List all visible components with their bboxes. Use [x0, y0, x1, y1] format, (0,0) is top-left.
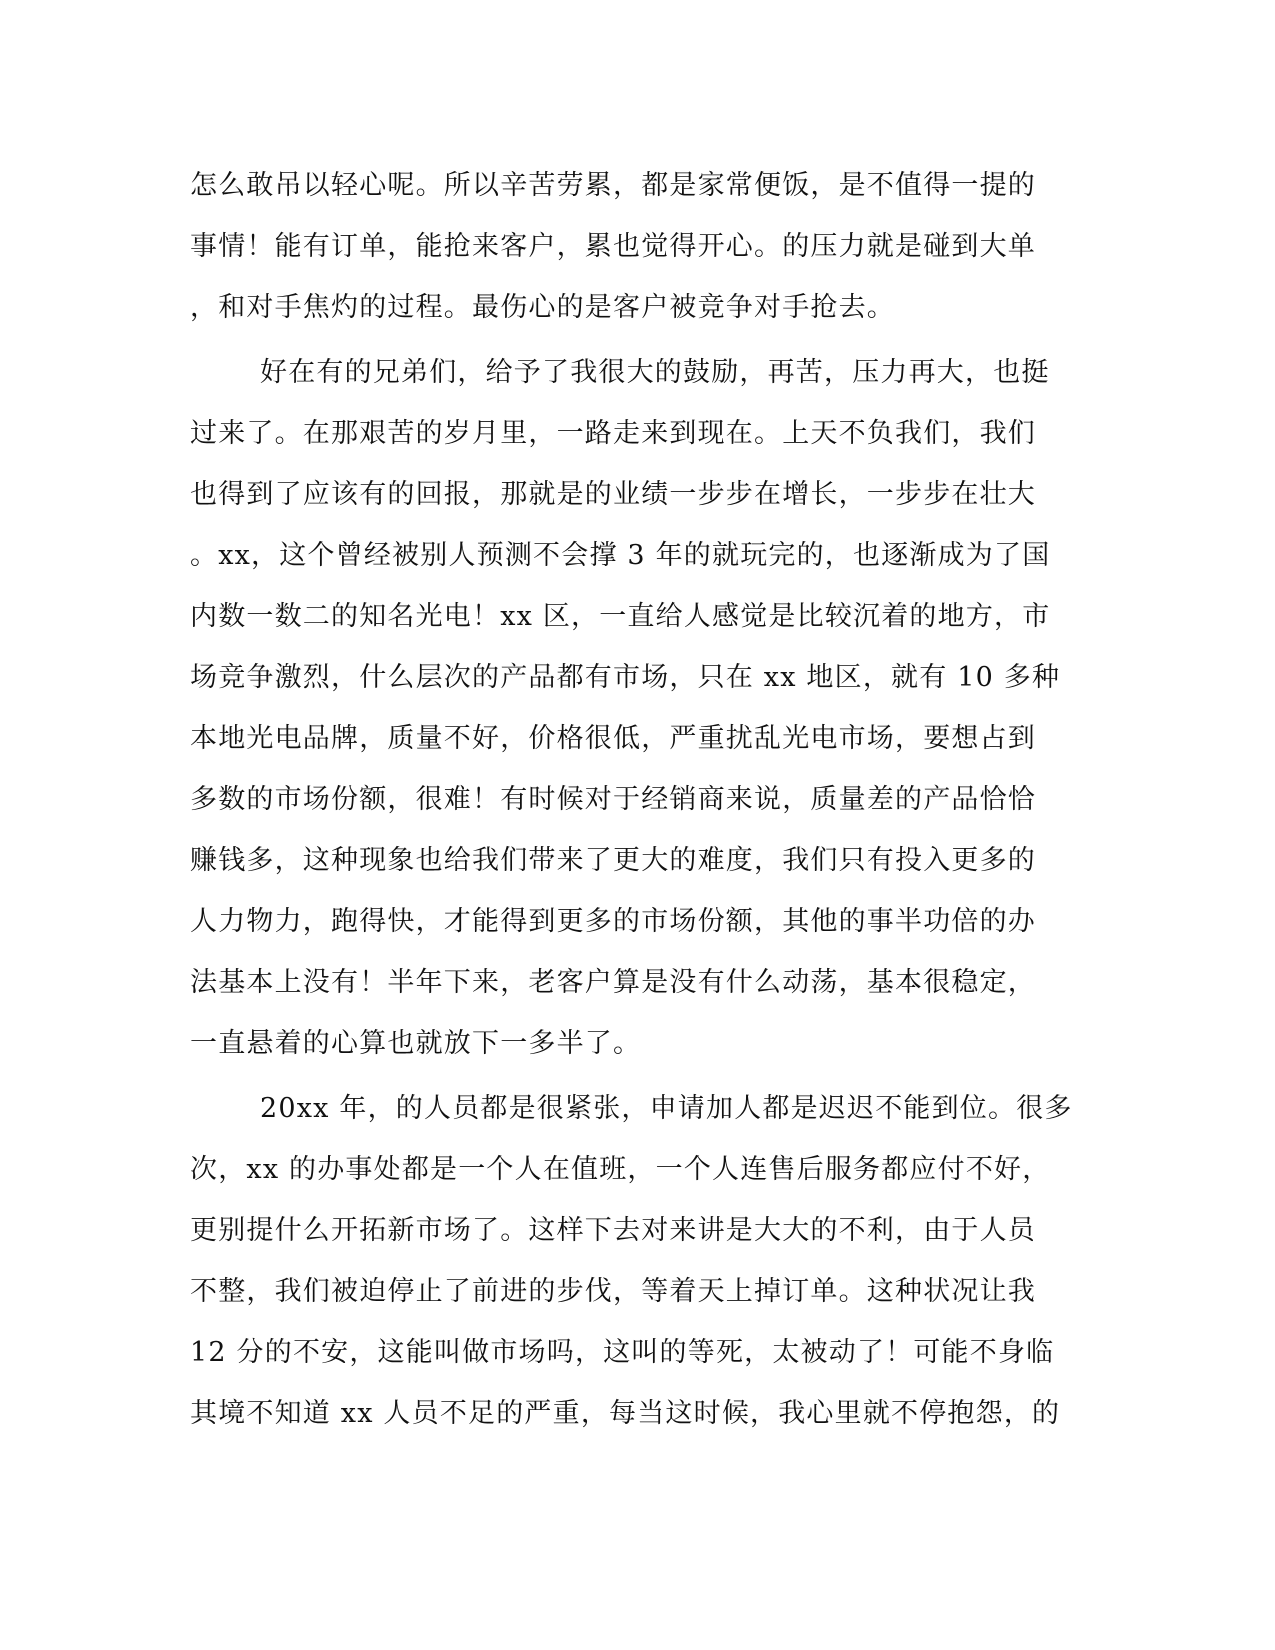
text-line: 多数的市场份额，很难！有时候对于经销商来说，质量差的产品恰恰: [190, 784, 1036, 815]
text-line: 场竞争激烈，什么层次的产品都有市场，只在 xx 地区，就有 10 多种: [190, 662, 1061, 693]
text-line: 。xx，这个曾经被别人预测不会撑 3 年的就玩完的，也逐渐成为了国: [190, 540, 1051, 571]
text-line: 内数一数二的知名光电！xx 区，一直给人感觉是比较沉着的地方，市: [190, 601, 1051, 632]
text-line: 12 分的不安，这能叫做市场吗，这叫的等死，太被动了！可能不身临: [190, 1337, 1055, 1368]
text-line: 好在有的兄弟们，给予了我很大的鼓励，再苦，压力再大，也挺: [260, 357, 1050, 388]
text-line: 赚钱多，这种现象也给我们带来了更大的难度，我们只有投入更多的: [190, 845, 1036, 876]
text-line: 更别提什么开拓新市场了。这样下去对来讲是大大的不利，由于人员: [190, 1215, 1036, 1246]
text-line: 其境不知道 xx 人员不足的严重，每当这时候，我心里就不停抱怨，的: [190, 1398, 1061, 1429]
text-line: 怎么敢吊以轻心呢。所以辛苦劳累，都是家常便饭，是不值得一提的: [190, 170, 1036, 201]
text-line: 次，xx 的办事处都是一个人在值班，一个人连售后服务都应付不好，: [190, 1154, 1051, 1185]
text-line: 也得到了应该有的回报，那就是的业绩一步步在增长，一步步在壮大: [190, 479, 1036, 510]
text-line: 人力物力，跑得快，才能得到更多的市场份额，其他的事半功倍的办: [190, 906, 1036, 937]
text-line: 一直悬着的心算也就放下一多半了。: [190, 1028, 642, 1059]
text-line: 过来了。在那艰苦的岁月里，一路走来到现在。上天不负我们，我们: [190, 418, 1036, 449]
text-line: 事情！能有订单，能抢来客户，累也觉得开心。的压力就是碰到大单: [190, 231, 1036, 262]
text-line: 不整，我们被迫停止了前进的步伐，等着天上掉订单。这种状况让我: [190, 1276, 1036, 1307]
text-line: 本地光电品牌，质量不好，价格很低，严重扰乱光电市场，要想占到: [190, 723, 1036, 754]
text-line: 20xx 年，的人员都是很紧张，申请加人都是迟迟不能到位。很多: [260, 1093, 1073, 1124]
text-line: ，和对手焦灼的过程。最伤心的是客户被竞争对手抢去。: [190, 292, 895, 323]
text-line: 法基本上没有！半年下来，老客户算是没有什么动荡，基本很稳定，: [190, 967, 1036, 998]
